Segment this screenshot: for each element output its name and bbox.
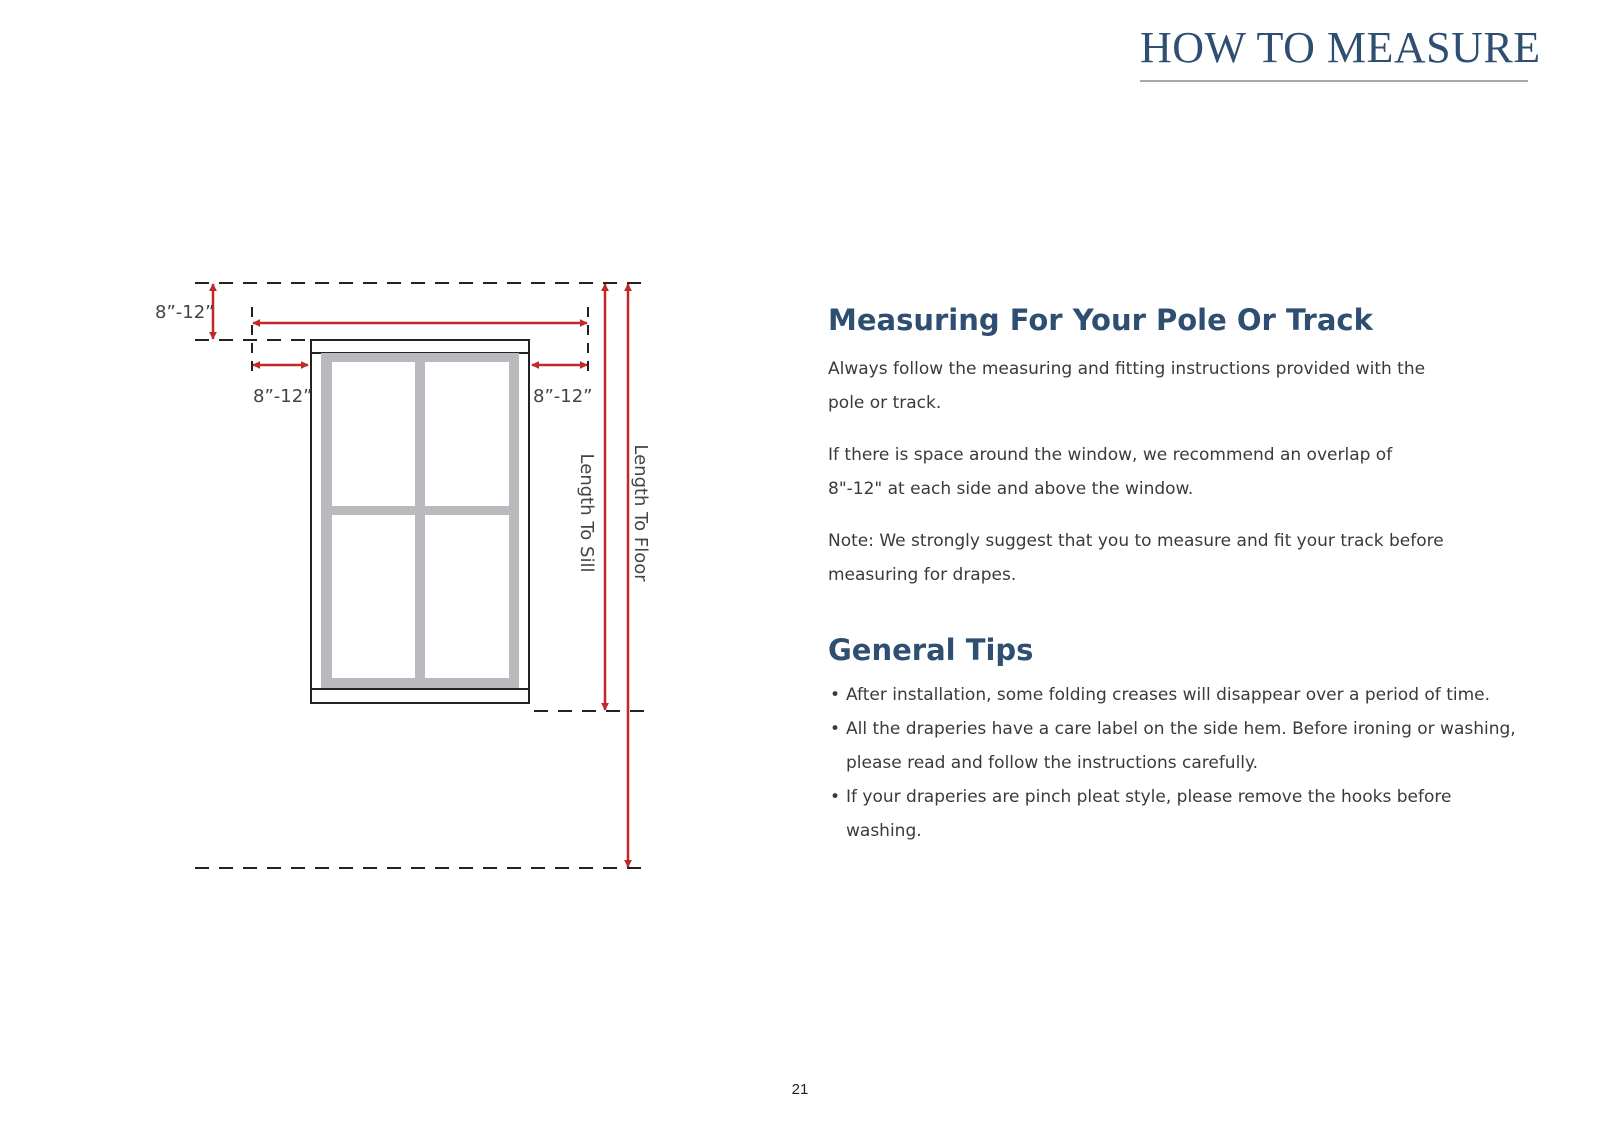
bullet-icon: •	[830, 787, 841, 807]
general-tips-heading: General Tips	[828, 633, 1034, 667]
list-item	[828, 712, 1526, 780]
bullet-icon: •	[830, 719, 841, 739]
page-header	[1140, 18, 1541, 82]
list-item	[828, 678, 1526, 712]
title-underline	[1140, 80, 1528, 82]
pane-bottom-left	[332, 515, 415, 678]
tip-text: All the draperies have a care label on the side hem. Before ironing or washing, please read and follow the instructions carefully.	[846, 719, 1516, 773]
tip-text: If your draperies are pinch pleat style, please remove the hooks before washing.	[846, 787, 1452, 841]
window-sill	[311, 689, 529, 703]
content-column	[828, 298, 1528, 848]
general-tips-section	[828, 628, 1528, 848]
pole-track-heading: Measuring For Your Pole Or Track	[828, 303, 1373, 337]
instructions-paragraph: Always follow the measuring and fitting instructions provided with the pole or track.	[828, 359, 1426, 413]
list-item	[828, 780, 1526, 848]
tip-text: After installation, some folding creases will disappear over a period of time.	[846, 685, 1490, 705]
tips-list	[828, 678, 1528, 848]
length-to-floor-label: Length To Floor	[630, 444, 651, 582]
window-head	[311, 340, 529, 353]
pane-bottom-right	[425, 515, 509, 678]
above-window-label: 8”-12”	[155, 302, 215, 323]
page-title: HOW TO MEASURE	[1140, 23, 1541, 72]
left-overlap-label: 8”-12”	[253, 386, 313, 407]
pane-top-right	[425, 362, 509, 506]
pole-track-section	[828, 298, 1528, 592]
note-paragraph: Note: We strongly suggest that you to measure and fit your track before measuring for drapes.	[828, 531, 1444, 585]
window	[311, 340, 529, 703]
pane-top-left	[332, 362, 415, 506]
right-overlap-label: 8”-12”	[533, 386, 593, 407]
page-number: 21	[791, 1081, 809, 1098]
length-to-sill-label: Length To Sill	[576, 453, 597, 573]
bullet-icon: •	[830, 685, 841, 705]
overlap-paragraph: If there is space around the window, we recommend an overlap of 8"-12" at each side and above the window.	[828, 445, 1393, 499]
